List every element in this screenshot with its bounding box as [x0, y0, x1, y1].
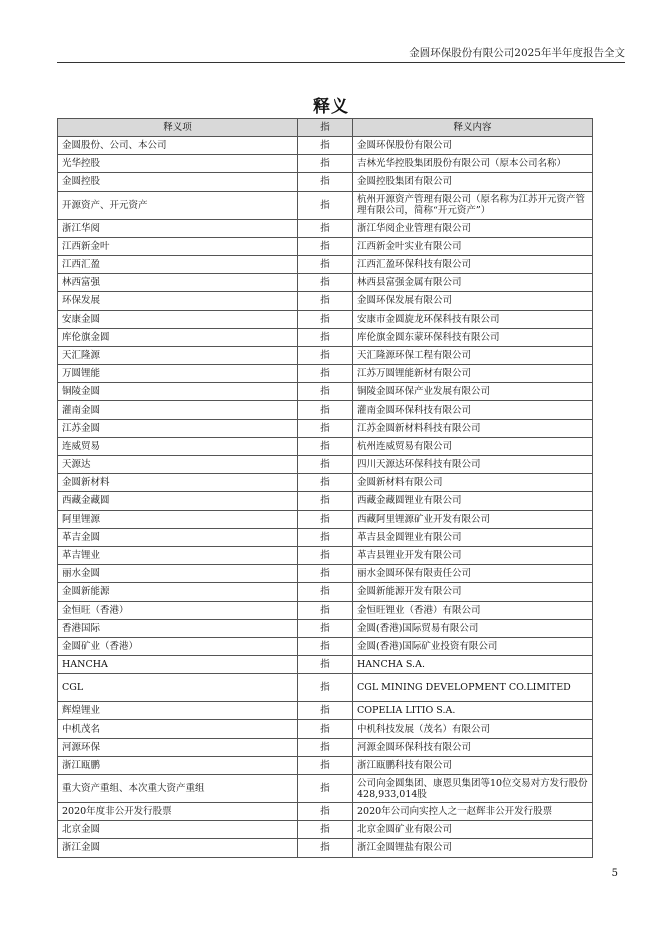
column-header-refers: 指 [298, 119, 353, 137]
definition-cell: HANCHA S.A. [353, 656, 593, 674]
definition-cell: 林西县富强金属有限公司 [353, 274, 593, 292]
table-row [58, 219, 593, 237]
definition-cell: 金圆新能源开发有限公司 [353, 583, 593, 601]
table-row [58, 474, 593, 492]
term-cell: 金圆新能源 [58, 583, 298, 601]
definition-cell: 金圆环保发展有限公司 [353, 292, 593, 310]
definition-cell: 浙江瓯鹏科技有限公司 [353, 756, 593, 774]
refers-cell: 指 [298, 292, 353, 310]
table-row [58, 492, 593, 510]
definition-cell: 中机科技发展（茂名）有限公司 [353, 720, 593, 738]
header-rule [57, 62, 625, 63]
column-header-definition: 释义内容 [353, 119, 593, 137]
refers-cell: 指 [298, 656, 353, 674]
term-cell: 开源资产、开元资产 [58, 191, 298, 219]
term-cell: 灌南金圆 [58, 401, 298, 419]
definition-cell: 江苏金圆新材料科技有限公司 [353, 419, 593, 437]
refers-cell: 指 [298, 803, 353, 821]
refers-cell: 指 [298, 255, 353, 273]
table-row [58, 365, 593, 383]
table-row [58, 674, 593, 702]
term-cell: 万圆锂能 [58, 365, 298, 383]
definition-cell: 革吉县锂业开发有限公司 [353, 546, 593, 564]
table-row [58, 839, 593, 857]
refers-cell: 指 [298, 437, 353, 455]
definition-cell: 2020年公司向实控人之一赵辉非公开发行股票 [353, 803, 593, 821]
table-row [58, 738, 593, 756]
definition-cell: 天汇隆源环保工程有限公司 [353, 346, 593, 364]
refers-cell: 指 [298, 137, 353, 155]
refers-cell: 指 [298, 401, 353, 419]
refers-cell: 指 [298, 365, 353, 383]
column-header-term: 释义项 [58, 119, 298, 137]
refers-cell: 指 [298, 619, 353, 637]
term-cell: 安康金圆 [58, 310, 298, 328]
refers-cell: 指 [298, 702, 353, 720]
refers-cell: 指 [298, 419, 353, 437]
term-cell: 2020年度非公开发行股票 [58, 803, 298, 821]
table-row [58, 191, 593, 219]
table-row [58, 720, 593, 738]
definition-cell: 公司向金圆集团、康恩贝集团等10位交易对方发行股份428,933,014股 [353, 775, 593, 803]
definition-cell: 西藏阿里锂源矿业开发有限公司 [353, 510, 593, 528]
refers-cell: 指 [298, 173, 353, 191]
table-row [58, 346, 593, 364]
definition-cell: 江苏万圆锂能新材有限公司 [353, 365, 593, 383]
table-row [58, 237, 593, 255]
table-row [58, 437, 593, 455]
definition-cell: 江西新金叶实业有限公司 [353, 237, 593, 255]
term-cell: 金圆矿业（香港） [58, 637, 298, 655]
definition-cell: 金圆(香港)国际贸易有限公司 [353, 619, 593, 637]
definition-cell: 金圆(香港)国际矿业投资有限公司 [353, 637, 593, 655]
page-number: 5 [611, 868, 618, 879]
table-row [58, 137, 593, 155]
refers-cell: 指 [298, 219, 353, 237]
term-cell: 浙江华阅 [58, 219, 298, 237]
table-row [58, 401, 593, 419]
refers-cell: 指 [298, 492, 353, 510]
table-row [58, 821, 593, 839]
table-row [58, 803, 593, 821]
definition-cell: 金圆控股集团有限公司 [353, 173, 593, 191]
definition-cell: CGL MINING DEVELOPMENT CO.LIMITED [353, 674, 593, 702]
definition-cell: 金圆新材料有限公司 [353, 474, 593, 492]
running-header: 金圆环保股份有限公司2025年半年度报告全文 [409, 47, 625, 59]
term-cell: 环保发展 [58, 292, 298, 310]
refers-cell: 指 [298, 237, 353, 255]
term-cell: 丽水金圆 [58, 565, 298, 583]
table-row [58, 510, 593, 528]
term-cell: 浙江金圆 [58, 839, 298, 857]
table-row [58, 155, 593, 173]
definition-cell: 灌南金圆环保科技有限公司 [353, 401, 593, 419]
definition-cell: 西藏金藏圆锂业有限公司 [353, 492, 593, 510]
table-row [58, 328, 593, 346]
refers-cell: 指 [298, 674, 353, 702]
definition-cell: 金恒旺锂业（香港）有限公司 [353, 601, 593, 619]
definitions-table [57, 118, 593, 858]
term-cell: 革吉金圆 [58, 528, 298, 546]
term-cell: 浙江瓯鹏 [58, 756, 298, 774]
table-row [58, 292, 593, 310]
definition-cell: 丽水金圆环保有限责任公司 [353, 565, 593, 583]
definition-cell: 浙江金圆锂盐有限公司 [353, 839, 593, 857]
definition-cell: 铜陵金圆环保产业发展有限公司 [353, 383, 593, 401]
term-cell: 香港国际 [58, 619, 298, 637]
table-row [58, 383, 593, 401]
definition-cell: 安康市金圆旋龙环保科技有限公司 [353, 310, 593, 328]
definition-cell: 杭州连威贸易有限公司 [353, 437, 593, 455]
term-cell: 连威贸易 [58, 437, 298, 455]
refers-cell: 指 [298, 756, 353, 774]
refers-cell: 指 [298, 738, 353, 756]
table-row [58, 637, 593, 655]
definition-cell: 吉林光华控股集团股份有限公司（原本公司名称） [353, 155, 593, 173]
refers-cell: 指 [298, 155, 353, 173]
table-row [58, 775, 593, 803]
refers-cell: 指 [298, 821, 353, 839]
definition-cell: 北京金圆矿业有限公司 [353, 821, 593, 839]
term-cell: 金圆新材料 [58, 474, 298, 492]
term-cell: 金圆股份、公司、本公司 [58, 137, 298, 155]
refers-cell: 指 [298, 310, 353, 328]
term-cell: 天源达 [58, 456, 298, 474]
term-cell: CGL [58, 674, 298, 702]
table-row [58, 619, 593, 637]
term-cell: 中机茂名 [58, 720, 298, 738]
term-cell: 西藏金藏圆 [58, 492, 298, 510]
table-row [58, 310, 593, 328]
table-row [58, 601, 593, 619]
term-cell: 阿里锂源 [58, 510, 298, 528]
term-cell: 金恒旺（香港） [58, 601, 298, 619]
term-cell: 革吉锂业 [58, 546, 298, 564]
definition-cell: 金圆环保股份有限公司 [353, 137, 593, 155]
table-row [58, 528, 593, 546]
term-cell: 辉煌锂业 [58, 702, 298, 720]
term-cell: 金圆控股 [58, 173, 298, 191]
definition-cell: 四川天源达环保科技有限公司 [353, 456, 593, 474]
table-row [58, 656, 593, 674]
term-cell: 库伦旗金圆 [58, 328, 298, 346]
definition-cell: 江西汇盈环保科技有限公司 [353, 255, 593, 273]
refers-cell: 指 [298, 528, 353, 546]
page-title: 释义 [313, 97, 349, 117]
refers-cell: 指 [298, 510, 353, 528]
refers-cell: 指 [298, 474, 353, 492]
table-header-row [58, 119, 593, 137]
term-cell: 江西新金叶 [58, 237, 298, 255]
definition-cell: 革吉县金圆锂业有限公司 [353, 528, 593, 546]
table-row [58, 419, 593, 437]
table-row [58, 546, 593, 564]
refers-cell: 指 [298, 839, 353, 857]
table-row [58, 583, 593, 601]
table-row [58, 565, 593, 583]
refers-cell: 指 [298, 720, 353, 738]
refers-cell: 指 [298, 346, 353, 364]
definition-cell: COPELIA LITIO S.A. [353, 702, 593, 720]
term-cell: 林西富强 [58, 274, 298, 292]
definition-cell: 河源金圆环保科技有限公司 [353, 738, 593, 756]
refers-cell: 指 [298, 274, 353, 292]
term-cell: HANCHA [58, 656, 298, 674]
refers-cell: 指 [298, 456, 353, 474]
term-cell: 重大资产重组、本次重大资产重组 [58, 775, 298, 803]
table-row [58, 702, 593, 720]
term-cell: 江苏金圆 [58, 419, 298, 437]
table-row [58, 173, 593, 191]
definition-cell: 杭州开源资产管理有限公司（原名称为江苏开元资产管理有限公司，简称“开元资产”） [353, 191, 593, 219]
term-cell: 江西汇盈 [58, 255, 298, 273]
refers-cell: 指 [298, 775, 353, 803]
term-cell: 光华控股 [58, 155, 298, 173]
definition-cell: 库伦旗金圆东蒙环保科技有限公司 [353, 328, 593, 346]
refers-cell: 指 [298, 583, 353, 601]
table-row [58, 456, 593, 474]
table-row [58, 274, 593, 292]
refers-cell: 指 [298, 383, 353, 401]
term-cell: 北京金圆 [58, 821, 298, 839]
refers-cell: 指 [298, 601, 353, 619]
refers-cell: 指 [298, 637, 353, 655]
refers-cell: 指 [298, 328, 353, 346]
term-cell: 河源环保 [58, 738, 298, 756]
refers-cell: 指 [298, 565, 353, 583]
refers-cell: 指 [298, 191, 353, 219]
refers-cell: 指 [298, 546, 353, 564]
table-row [58, 255, 593, 273]
definition-cell: 浙江华阅企业管理有限公司 [353, 219, 593, 237]
term-cell: 铜陵金圆 [58, 383, 298, 401]
term-cell: 天汇隆源 [58, 346, 298, 364]
table-row [58, 756, 593, 774]
